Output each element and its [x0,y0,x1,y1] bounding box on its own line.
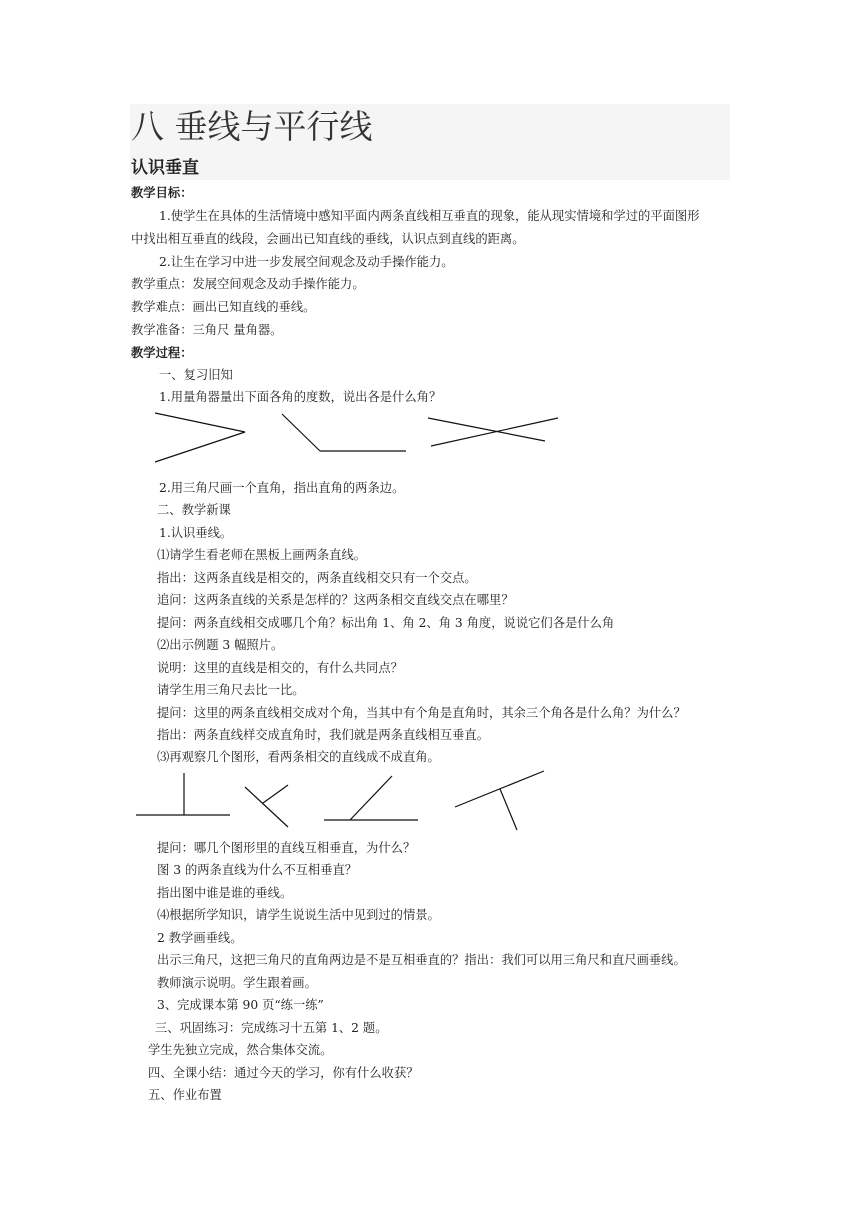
figure-3-slant [350,776,392,820]
process-label: 教学过程： [131,345,193,360]
figure-4-perpendicular [500,789,517,830]
objective-1-line-1: 1.使学生在具体的生活情境中感知平面内两条直线相互垂直的现象，能从现实情境和学过的平面图形 [159,209,700,223]
paragraph: ⑴请学生看老师在黑板上画两条直线。 [157,548,367,562]
paragraph: 追问：这两条直线的关系是怎样的？这两条相交直线交点在哪里？ [157,593,514,607]
perpendicular-figures [130,765,560,835]
paragraph: 说明：这里的直线是相交的，有什么共同点？ [157,661,403,675]
figure-2-line-a [245,787,288,827]
question-1: 1.用量角器量出下面各角的度数，说出各是什么角？ [159,390,442,404]
paragraph: 提问：两条直线相交成哪几个角？标出角 1、角 2、角 3 角度，说说它们各是什么角 [157,616,615,630]
angle-1-ray-b [155,432,245,462]
page-title: 八 垂线与平行线 [131,107,373,146]
paragraph: 出示三角尺，这把三角尺的直角两边是不是互相垂直的？指出：我们可以用三角尺和直尺画垂线。 [157,953,686,967]
figure-4-slant [455,771,544,807]
paragraph: 指出：两条直线样交成直角时，我们就是两条直线相互垂直。 [157,728,490,742]
section-summary: 四、全课小结：通过今天的学习，你有什么收获？ [148,1066,419,1080]
objectives-label: 教学目标： [131,185,193,200]
paragraph: ⑵出示例题 3 幅照片。 [157,638,284,652]
paragraph: ⑷根据所学知识，请学生说说生活中见到过的情景。 [157,908,440,922]
figure-2-line-b [263,785,288,803]
subsection-drawing: 2 教学画垂线。 [157,931,243,945]
section-review: 一、复习旧知 [159,368,233,382]
angle-3-line-a [428,418,545,441]
section-new-lesson: 二、教学新课 [157,503,231,517]
subsection-perpendicular: 1.认识垂线。 [159,526,233,540]
section-homework: 五、作业布置 [148,1088,222,1102]
paragraph: 学生先独立完成，然合集体交流。 [148,1043,333,1057]
paragraph: 指出：这两条直线是相交的，两条直线相交只有一个交点。 [157,571,477,585]
question-2: 2.用三角尺画一个直角，指出直角的两条边。 [159,481,405,495]
preparation: 教学准备：三角尺 量角器。 [131,323,283,337]
difficulty: 教学难点：画出已知直线的垂线。 [131,300,316,314]
paragraph: 提问：哪几个图形里的直线互相垂直，为什么？ [157,841,416,855]
paragraph: 请学生用三角尺去比一比。 [157,683,305,697]
angle-2-ray-a [282,414,320,451]
objective-1-line-2: 中找出相互垂直的线段，会画出已知直线的垂线，认识点到直线的距离。 [131,232,525,246]
section-subtitle: 认识垂直 [131,158,199,178]
objective-2: 2.让生在学习中进一步发展空间观念及动手操作能力。 [159,255,454,269]
paragraph: 教师演示说明。学生跟着画。 [157,976,317,990]
section-consolidation: 三、巩固练习：完成练习十五第 1、2 题。 [155,1021,388,1035]
paragraph: 提问：这里的两条直线相交成对个角，当其中有个角是直角时，其余三个角各是什么角？为什么？ [157,706,686,720]
paragraph: ⑶再观察几个图形，看两条相交的直线成不成直角。 [157,750,440,764]
angle-figures [150,408,570,468]
subsection-practice: 3、完成课本第 90 页“练一练” [157,998,324,1012]
angle-1-ray-a [155,413,245,432]
paragraph: 指出图中谁是谁的垂线。 [157,886,293,900]
paragraph: 图 3 的两条直线为什么不互相垂直？ [157,863,358,877]
key-points: 教学重点：发展空间观念及动手操作能力。 [131,277,365,291]
